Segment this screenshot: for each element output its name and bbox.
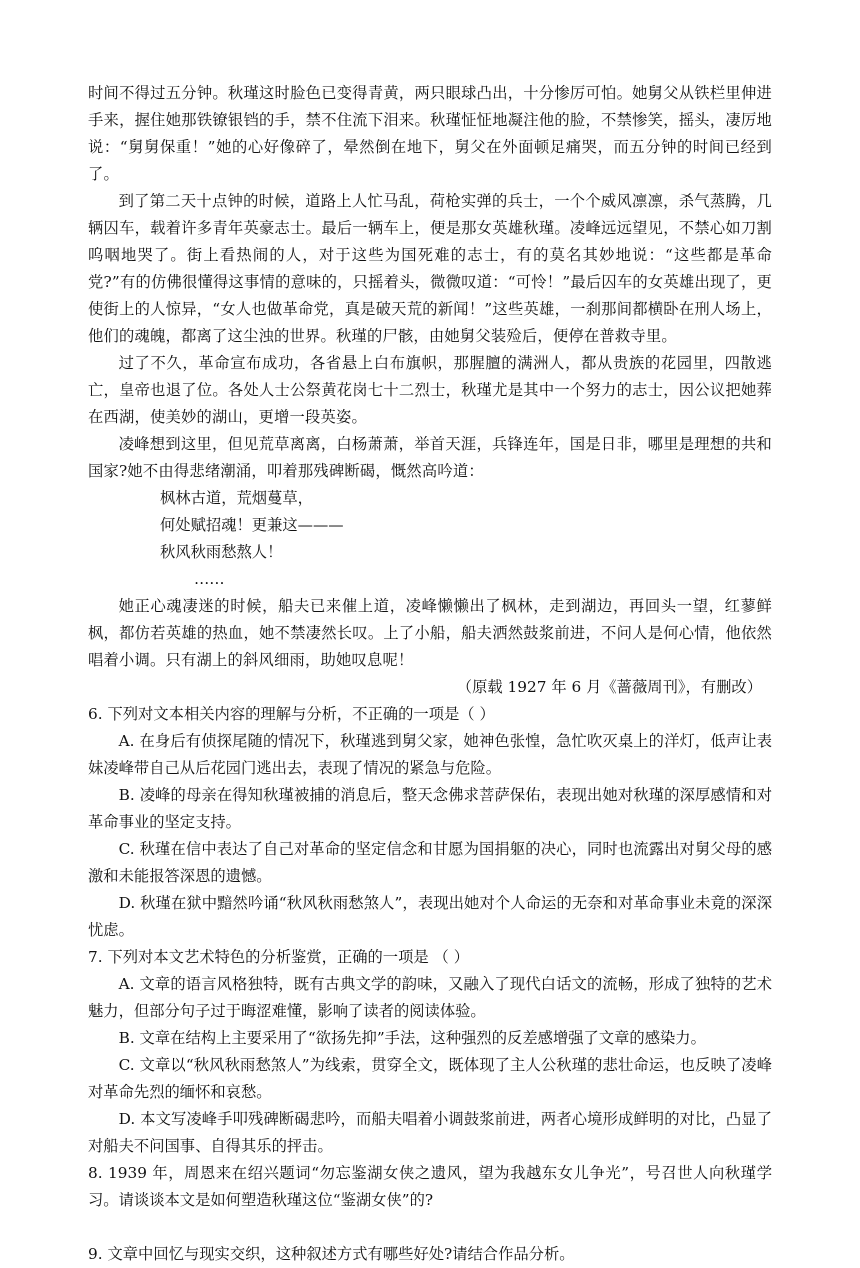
source-citation: （原载 1927 年 6 月《蔷薇周刊》，有删改）	[456, 678, 762, 696]
question-7-option-b: B. 文章在结构上主要采用了“欲扬先抑”手法，这种强烈的反差感增强了文章的感染力。	[118, 1029, 706, 1047]
question-6-option-d: D. 秋瑾在狱中黯然吟诵“秋风秋雨愁煞人”，表现出她对个人命运的无奈和对革命事业未竟的深深忧虑。	[88, 894, 772, 939]
question-9: 9. 文章中回忆与现实交织，这种叙述方式有哪些好处?请结合作品分析。	[88, 1245, 575, 1263]
answer-space	[88, 1214, 772, 1241]
question-7-option-d: D. 本文写凌峰手叩残碑断碣悲吟，而船夫唱着小调鼓浆前进，两者心境形成鲜明的对比，凸显了对船夫不问国事、自得其乐的抨击。	[88, 1110, 772, 1155]
story-paragraph: 到了第二天十点钟的时候，道路上人忙马乱，荷枪实弹的兵士，一个个威风凛凛，杀气蒸腾，几辆囚车，载着许多青年英豪志士。最后一辆车上，便是那女英雄秋瑾。凌峰远远望见，不禁心如刀割呜咽地哭了。街上看热闹的人，对于这些为国死难的志士，有的莫名其妙地说：“这些都是革命党?”有的仿佛很懂得这事情的意味的，只摇着头，微微叹道：“可怜！”最后囚车的女英雄出现了，更使街上的人惊异，“女人也做革命党，真是破天荒的新闻！”这些英雄，一刹那间都横卧在刑人场上，他们的魂魄，都离了这尘浊的世界。秋瑾的尸骸，由她舅父装殓后，便停在普救寺里。	[88, 192, 772, 345]
question-7-stem: 7. 下列对本文艺术特色的分析鉴赏，正确的一项是 （ ）	[88, 948, 470, 966]
story-paragraph: 时间不得过五分钟。秋瑾这时脸色已变得青黄，两只眼球凸出，十分惨厉可怕。她舅父从铁栏里伸进手来，握住她那铁镣银铛的手，禁不住流下泪来。秋瑾怔怔地凝注他的脸，不禁惨笑，摇头，凄厉地说：“舅舅保重！”她的心好像碎了，晕然倒在地下，舅父在外面顿足痛哭，而五分钟的时间已经到了。	[88, 84, 772, 183]
question-7-option-c: C. 文章以“秋风秋雨愁煞人”为线索，贯穿全文，既体现了主人公秋瑾的悲壮命运，也反映了凌峰对革命先烈的缅怀和哀愁。	[88, 1056, 772, 1101]
question-8: 8. 1939 年，周恩来在绍兴题词“勿忘鉴湖女侠之遗风，望为我越东女儿争光”，号召世人向秋瑾学习。请谈谈本文是如何塑造秋瑾这位“鉴湖女侠”的?	[88, 1164, 772, 1209]
question-6-option-c: C. 秋瑾在信中表达了自己对革命的坚定信念和甘愿为国捐躯的决心，同时也流露出对舅父母的感激和未能报答深恩的遗憾。	[88, 840, 772, 885]
verse-ellipsis: ……	[194, 570, 225, 588]
question-6-option-b: B. 凌峰的母亲在得知秋瑾被捕的消息后，整天念佛求菩萨保佑，表现出她对秋瑾的深厚感情和对革命事业的坚定支持。	[88, 786, 772, 831]
verse-line: 枫林古道，荒烟蔓草，	[160, 489, 313, 507]
verse-line: 何处赋招魂！更兼这———	[160, 516, 344, 534]
exam-page	[88, 80, 772, 1268]
question-6-stem: 6. 下列对文本相关内容的理解与分析，不正确的一项是（ ）	[88, 705, 495, 723]
story-paragraph: 过了不久，革命宣布成功，各省悬上白布旗帜，那腥膻的满洲人，都从贵族的花园里，四散逃亡，皇帝也退了位。各处人士公祭黄花岗七十二烈士，秋瑾尤是其中一个努力的志士，因公议把她葬在西湖，使美妙的湖山，更增一段英姿。	[88, 354, 772, 426]
verse-line: 秋风秋雨愁熬人！	[160, 543, 283, 561]
question-7-option-a: A. 文章的语言风格独特，既有古典文学的韵味，又融入了现代白话文的流畅，形成了独特的艺术魅力，但部分句子过于晦涩难懂，影响了读者的阅读体验。	[88, 975, 772, 1020]
story-paragraph: 凌峰想到这里，但见荒草离离，白杨萧萧，举首天涯，兵锋连年，国是日非，哪里是理想的共和国家?她不由得悲绪潮涌，叩着那残碑断碣，慨然高吟道：	[88, 435, 772, 480]
question-6-option-a: A. 在身后有侦探尾随的情况下，秋瑾逃到舅父家，她神色张惶，急忙吹灭桌上的洋灯，低声让表妹凌峰带自己从后花园门逃出去，表现了情况的紧急与危险。	[88, 732, 772, 777]
story-closing: 她正心魂凄迷的时候，船夫已来催上道，凌峰懒懒出了枫林，走到湖边，再回头一望，红蓼鲜枫，都仿若英雄的热血，她不禁凄然长叹。上了小船，船夫洒然鼓浆前进，不问人是何心情，他依然唱着小调。只有湖上的斜风细雨，助她叹息呢！	[88, 597, 772, 669]
